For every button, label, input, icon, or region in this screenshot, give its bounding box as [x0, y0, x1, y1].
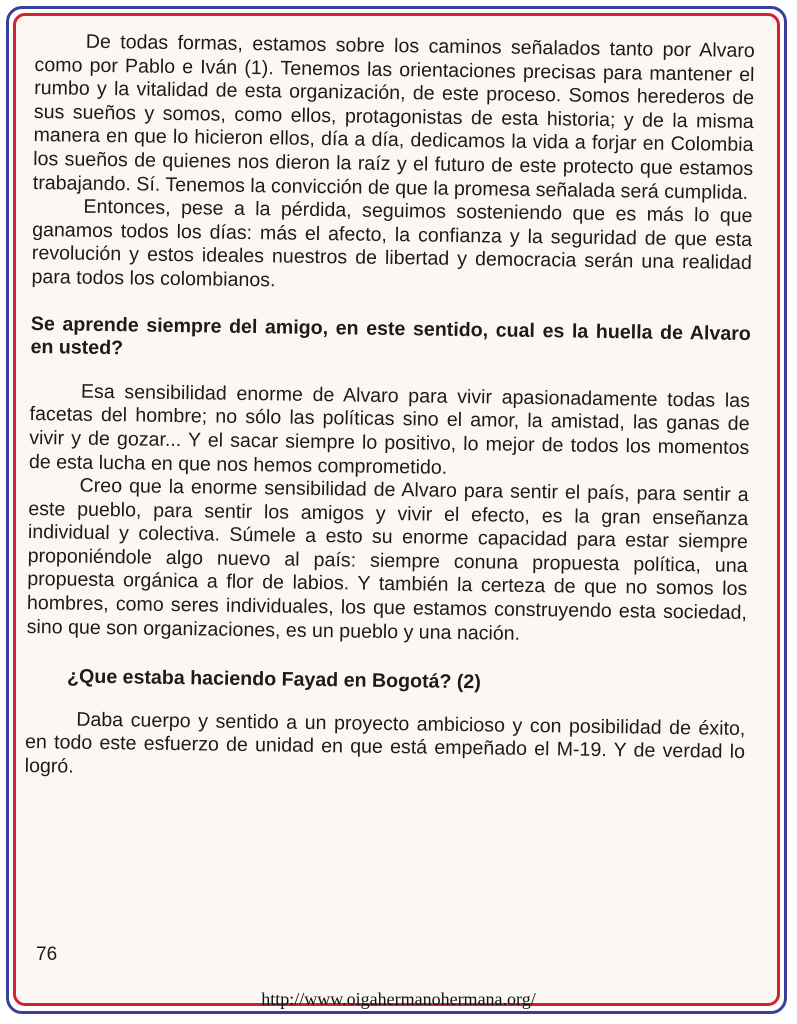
question-huella-alvaro: Se aprende siempre del amigo, en este sentido, cual es la huella de Alvaro en usted? [30, 312, 751, 360]
paragraph-sensibilidad: Esa sensibilidad enorme de Alvaro para vivir apasionadamente todas las facetas del hombre; no sólo las políticas sino el amor, la amistad, las ganas de vivir y de gozar... Y el sacar siempre lo positivo, lo mejor de todos los momentos de esta lucha en que nos hemos comprometido. [28, 380, 751, 479]
book-page-text [25, 30, 755, 789]
footer-source-link[interactable]: http://www.oigahermanohermana.org/ [261, 989, 536, 1009]
paragraph-proyecto: Daba cuerpo y sentido a un proyecto ambicioso y con posibilidad de éxito, en todo este esfuerzo de unidad en que está empeñado el M-19. Y de verdad lo logró. [24, 708, 746, 778]
page-number: 76 [36, 944, 58, 965]
paragraph-perdida: Entonces, pese a la pérdida, seguimos sosteniendo que es más lo que ganamos todos los días: más el afecto, la confianza y la seguridad de que esta revolución y estos ideales nuestros de libertad y democracia serán una realidad para todos los colombianos. [31, 195, 753, 292]
question-fayad-bogota: ¿Que estaba haciendo Fayad en Bogotá? (2) [66, 665, 481, 694]
paragraph-ensenanza: Creo que la enorme sensibilidad de Alvaro para sentir el país, para sentir a este pueblo, para sentir los amigos y vivir el efecto, es la gran enseñanza individual y colectiva. Súmele a esto su enorme capacidad para estar siempre proponiéndole algo nuevo al país: siempre conuna propuesta política, una propuesta orgánica a flor de labios. Y también la certeza de que no somos los hombres, como seres individuales, los que estamos construyendo esta sociedad, sino que son organizaciones, es un pueblo y una nación. [26, 474, 749, 645]
paragraph-rumbo: De todas formas, estamos sobre los caminos señalados tanto por Alvaro como por Pablo e Iván (1). Tenemos las orientaciones precisas para mantener el rumbo y la vitalidad de esta organización, de este proceso. Somos herederos de sus sueños y somos, como ellos, protagonistas de esta historia; y de la misma manera en que lo hicieron ellos, día a día, dedicamos la vida a forjar en Colombia los sueños de quienes nos dieron la raíz y el futuro de este protecto que estamos trabajando. Sí. Tenemos la convicción de que la promesa señalada será cumplida. [32, 30, 755, 204]
